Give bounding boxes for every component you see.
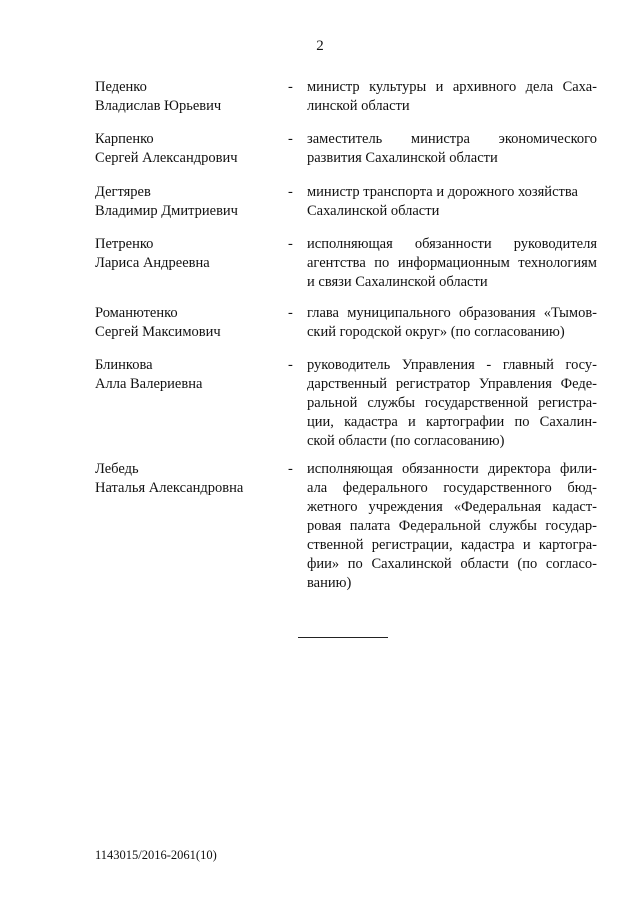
person-position (307, 130, 597, 168)
position-line: ала федерального государственного бюд- (307, 480, 597, 496)
position-line: ванию) (307, 575, 352, 591)
person-name (95, 130, 275, 168)
person-name (95, 183, 275, 221)
document-code: 1143015/2016-2061(10) (95, 848, 217, 862)
dash-separator: - (288, 461, 293, 477)
dash-separator: - (288, 131, 293, 147)
position-line: руководитель Управления - главный госу- (307, 357, 597, 373)
person-position (307, 235, 597, 292)
page-number: 2 (316, 38, 324, 54)
person-surname: Дегтярев (95, 184, 151, 200)
dash-separator: - (288, 305, 293, 321)
position-line: дарственный регистратор Управления Феде- (307, 376, 597, 392)
position-line: глава муниципального образования «Тымов- (307, 305, 597, 321)
dash-separator: - (288, 184, 293, 200)
person-given-names: Лариса Андреевна (95, 255, 210, 271)
person-name (95, 304, 275, 342)
dash-separator: - (288, 357, 293, 373)
position-line: агентства по информационным технологиям (307, 255, 597, 271)
position-line: ральной службы государственной регистра- (307, 395, 597, 411)
person-surname: Блинкова (95, 357, 153, 373)
position-line: исполняющая обязанности директора фили- (307, 461, 597, 477)
dash-separator: - (288, 79, 293, 95)
person-position (307, 183, 597, 221)
person-surname: Карпенко (95, 131, 154, 147)
person-given-names: Наталья Александровна (95, 480, 244, 496)
person-name (95, 460, 275, 498)
person-surname: Педенко (95, 79, 147, 95)
position-line: линской области (307, 98, 410, 114)
position-line: заместитель министра экономического (307, 131, 597, 147)
person-given-names: Сергей Александрович (95, 150, 238, 166)
person-position (307, 460, 597, 593)
person-name (95, 235, 275, 273)
position-line: ственной регистрации, кадастра и картогра- (307, 537, 597, 553)
person-given-names: Алла Валериевна (95, 376, 203, 392)
person-surname: Петренко (95, 236, 154, 252)
position-line: жетного учреждения «Федеральная кадаст- (307, 499, 597, 515)
person-position (307, 304, 597, 342)
closing-rule (298, 637, 388, 638)
person-given-names: Владимир Дмитриевич (95, 203, 238, 219)
position-line: министр транспорта и дорожного хозяйства (307, 184, 578, 200)
person-surname: Лебедь (95, 461, 139, 477)
position-line: исполняющая обязанности руководителя (307, 236, 597, 252)
position-line: ровая палата Федеральной службы государ- (307, 518, 597, 534)
position-line: Сахалинской области (307, 203, 440, 219)
person-name (95, 356, 275, 394)
person-position (307, 356, 597, 451)
position-line: развития Сахалинской области (307, 150, 498, 166)
person-position (307, 78, 597, 116)
person-given-names: Сергей Максимович (95, 324, 221, 340)
position-line: ский городской округ» (по согласованию) (307, 324, 565, 340)
dash-separator: - (288, 236, 293, 252)
person-name (95, 78, 275, 116)
position-line: ции, кадастра и картографии по Сахалин- (307, 414, 597, 430)
position-line: фии» по Сахалинской области (по согласо- (307, 556, 597, 572)
person-surname: Романютенко (95, 305, 178, 321)
position-line: министр культуры и архивного дела Саха- (307, 79, 597, 95)
person-given-names: Владислав Юрьевич (95, 98, 222, 114)
position-line: ской области (по согласованию) (307, 433, 505, 449)
position-line: и связи Сахалинской области (307, 274, 488, 290)
